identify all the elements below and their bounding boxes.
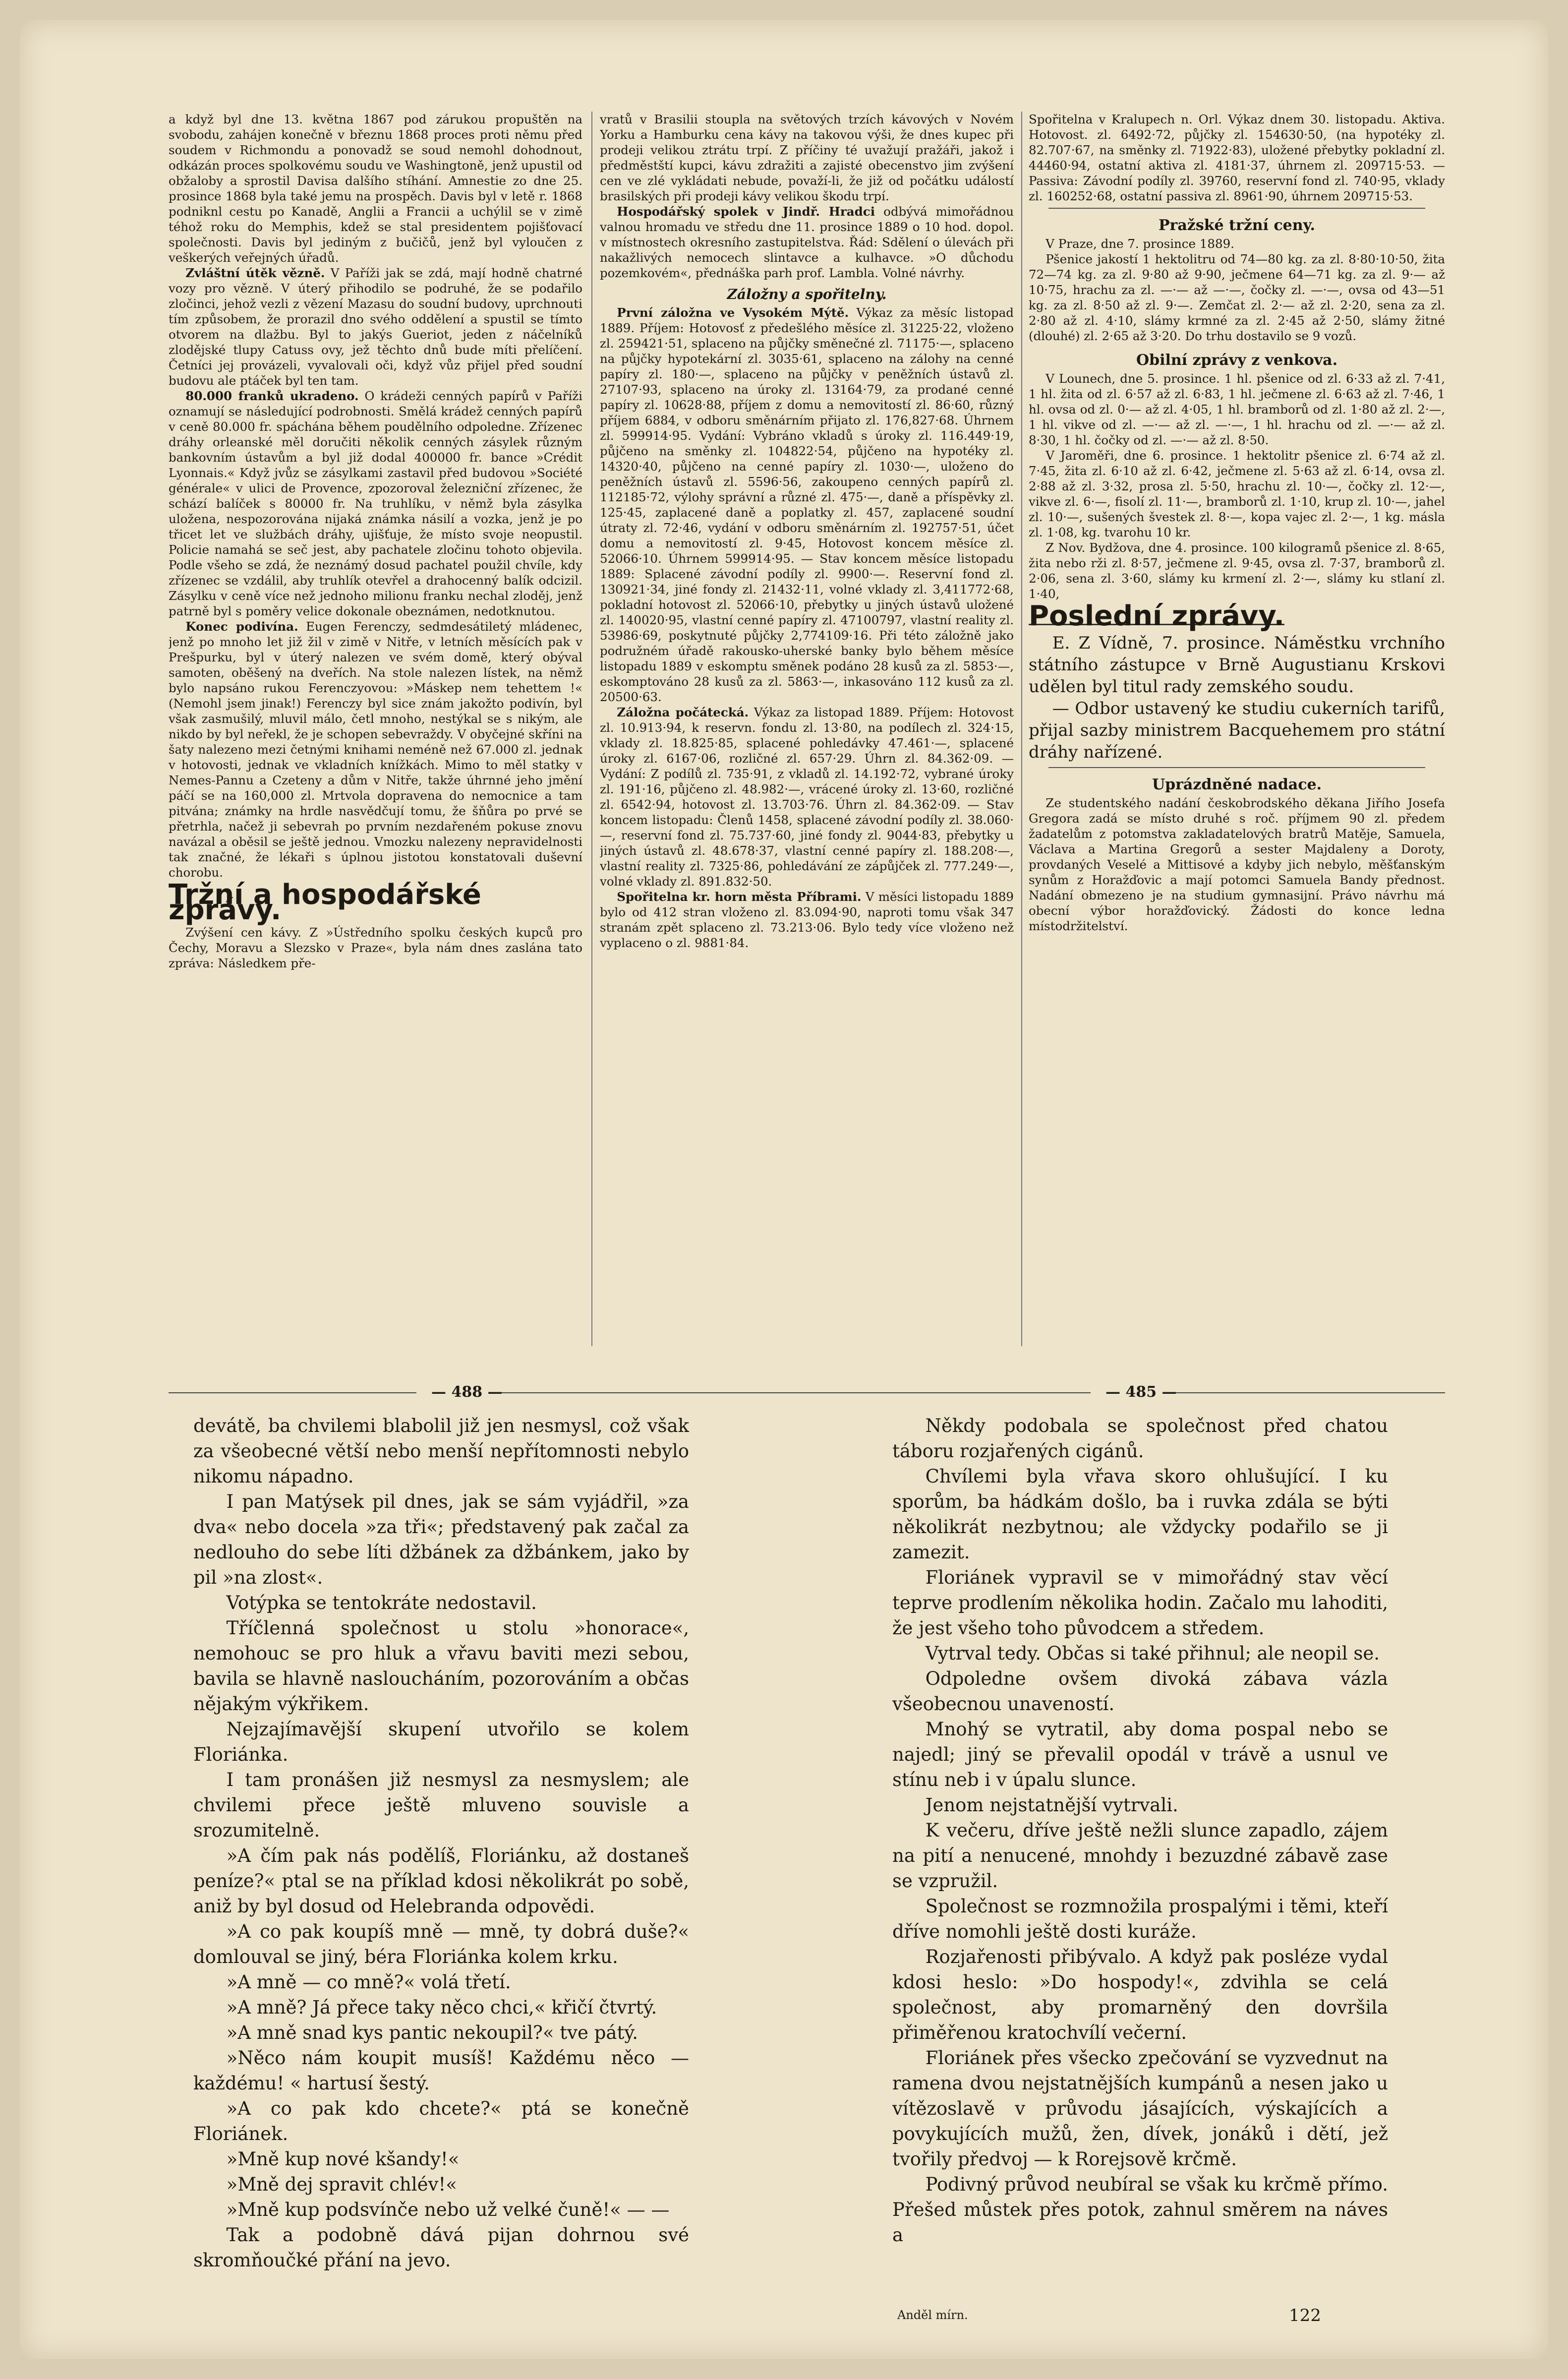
feuilleton-right bbox=[892, 1413, 1388, 2286]
article-jaromer: V Jaroměři, dne 6. prosince. 1 hektolitr pšenice zl. 6·74 až zl. 7·45, žita zl. 6·10 až zl. 6·42, ječmene zl. 5·63 až zl. 6·14, ovsa zl. 2·88 až zl. 3·32, prosa zl. 5·50, hrachu zl. 10·—, čočky zl. 12·—, vikve zl. 6·—, fisolí zl. 11·—, bramborů zl. 1·10, krup zl. 10·—, jahel zl. 10·—, sušených švestek zl. 8·—, kopa vajec zl. 2·—, 1 kg. másla zl. 1·08, kg. tvarohu 10 kr. bbox=[1029, 448, 1445, 539]
column-2 bbox=[600, 112, 1014, 1346]
article-pocatky: Výkaz za listopad 1889. Příjem: Hotovost zl. 10.913·94, k reservn. fondu zl. 13·80, na podílech zl. 324·15, vklady zl. 18.825·85, splacené pohledávky 47.461·—, splacené úroky zl. 6167·06, rozličné zl. 657·29. Úhrn zl. 84.362·09. — Vydání: Z podílů zl. 735·91, z vkladů zl. 14.192·72, vybrané úroky zl. 191·16, půjčeno zl. 48.982·—, vrácené úroky zl. 13·60, rozličné zl. 6542·94, hotovost zl. 13.703·76. Úhrn zl. 84.362·09. — Stav koncem listopadu: Členů 1458, splacené závodní podíly zl. 38.060·—, reservní fond zl. 75.737·60, jiné fondy zl. 9044·83, přebytky u jiných ústavů zl. 48.678·37, vlastní cenné papíry zl. 188.208·—, vlastní reality zl. 7325·86, pohledávání ze zápůjček zl. 777.249·—, volné vklady zl. 891.832·50. bbox=[600, 705, 1014, 889]
article-odbor: — Odbor ustavený ke studiu cukerních tarifů, přijal sazby ministrem Bacquehemem pro státní dráhy nařízené. bbox=[1029, 699, 1445, 762]
headline-spolek: Hospodářský spolek v Jindř. Hradci bbox=[617, 204, 875, 219]
headline-utek: Zvláštní útěk vězně. bbox=[185, 266, 325, 280]
paragraph: Společnost se rozmnožila prospalými i těmi, kteří dříve nomohli ještě dosti kuráže. bbox=[892, 1896, 1388, 1942]
paragraph: Chvílemi byla vřava skoro ohlušující. I ku sporům, ba hádkám došlo, ba i ruvka zdála se býti několikrát nezbytnou; ale vždycky podařilo se ji zamezit. bbox=[892, 1466, 1388, 1563]
article-utek: V Paříži jak se zdá, mají hodně chatrné vozy pro vězně. V úterý přihodilo se podruhé, že se podařilo zločinci, jehož vezli z vězení Mazasu do soudní budovy, uprchnouti tím způsobem, že prorazil dno svého oddělení a spustil se tímto otvorem na dlažbu. Byl to jakýs Gueriot, jeden z náčelníků zlodějské tlupy Catuss ovy, jež těchto dnů bude míti přelíčení. Četníci jej provázeli, vyvalovali oči, když vůz přijel před soudní budovu ale ptáček byl ten tam. bbox=[169, 266, 582, 388]
paragraph: »Mně kup nové kšandy!« bbox=[226, 2148, 460, 2170]
paragraph: »Mně dej spravit chlév!« bbox=[226, 2174, 457, 2195]
paragraph: »A co pak koupíš mně — mně, ty dobrá duše?« domlouval se jiný, béra Floriánka kolem krku. bbox=[193, 1921, 689, 1967]
column-3 bbox=[1029, 112, 1445, 1346]
paragraph: Nejzajímavější skupení utvořilo se kolem Floriánka. bbox=[193, 1719, 689, 1765]
article-kralupy: Spořitelna v Kralupech n. Orl. Výkaz dnem 30. listopadu. Aktiva. Hotovost. zl. 6492·72, půjčky zl. 154630·50, (na hypotéky zl. 82.707·67, na směnky zl. 71922·83), uložené přebytky pokladní zl. 44460·94, ostatní aktiva zl. 4181·37, úhrnem zl. 209715·53. — Passiva: Závodní podíly zl. 39760, reservní fond zl. 740·95, vklady zl. 160252·68, ostatní passiva zl. 8961·90, úhrnem 209715·53. bbox=[1029, 112, 1445, 203]
divider bbox=[1048, 767, 1425, 768]
article-davis: a když byl dne 13. května 1867 pod zárukou propuštěn na svobodu, zahájen konečně v březnu 1868 proces proti němu před soudem v Richmondu a ponovadž se soud nemohl dohodnout, odkázán proces spolkovému soudu ve Washingtoně, jenž upustil od obžaloby a sprostil Davisa dalšího stíhání. Amnestie zo dne 25. prosince 1868 byla také jemu na prospěch. Davis byl v letě r. 1868 podniknl cestu po Kanadě, Anglii a Francii a uchýlil se v zimě téhož roku do Memphis, kdež se stal presidentem pojišťovací společnosti. Davis byl jediným z bučičů, jenž byl vyloučen z veškerých veřejných úřadů. bbox=[169, 112, 582, 265]
section-heading-zalozny: Záložny a spořitelny. bbox=[727, 286, 887, 302]
article-praha-ceny: Pšenice jakostí 1 hektolitru od 74—80 kg. za zl. 8·80·10·50, žita 72—74 kg. za zl. 9·80 až 9·90, ječmene 64—71 kg. za zl. 9·— až 10·75, hrachu za zl. —·— až —·—, čočky zl. —·—, ovsa od 43—51 kg. za zl. 8·50 až zl. 9·—. Zemčat zl. 2·— až zl. 2·20, sena za zl. 2·80 až zl. 4·10, slámy krmné za zl. 2·45 až 2·50, slámy žitné (dlouhé) zl. 2·65 až 3·20. Do trhu dostavilo se 9 vozů. bbox=[1029, 252, 1445, 343]
paragraph: Někdy podobala se společnost před chatou táboru rozjařených cigánů. bbox=[892, 1415, 1388, 1462]
paragraph: Tříčlenná společnost u stolu »honorace«, nemohouc se pro hluk a vřavu baviti mezi sebou, bavila se hlavně nasloucháním, pozorováním a občas nějakým výkřikem. bbox=[193, 1617, 689, 1715]
article-louny: V Lounech, dne 5. prosince. 1 hl. pšenice od zl. 6·33 až zl. 7·41, 1 hl. žita od zl. 6·57 až zl. 6·83, 1 hl. ječmene zl. 6·63 až zl. 7·46, 1 hl. ovsa od zl. 0·— až zl. 4·05, 1 hl. bramborů od zl. 1·80 až zl. 2·—, 1 hl. vikve od zl. —·— až zl. —·—, 1 hl. hrachu od zl. —·— až zl. 8·30, 1 hl. čočky od zl. —·— až zl. 8·50. bbox=[1029, 371, 1445, 447]
page-rule bbox=[169, 1392, 416, 1393]
paragraph: Floriánek vypravil se v mimořádný stav věcí teprve prodlením několika hodin. Začalo mu lahoditi, že jest všeho toho původcem a středem. bbox=[892, 1567, 1388, 1639]
section-heading-trzni: Tržní a hospodářské zprávy. bbox=[169, 879, 481, 926]
headline-franku: 80.000 franků ukradeno. bbox=[185, 389, 359, 403]
paragraph: Odpoledne ovšem divoká zábava vázla všeobecnou unaveností. bbox=[892, 1668, 1388, 1715]
paragraph: Podivný průvod neubíral se však ku krčmě přímo. Přešed můstek přes potok, zahnul směrem na náves a bbox=[892, 2174, 1388, 2246]
paragraph: Mnohý se vytratil, aby doma pospal nebo se najedl; jiný se převalil opodál v trávě a usnul ve stínu neb i v úpalu slunce. bbox=[892, 1719, 1388, 1790]
paragraph: »A čím pak nás podělíš, Floriánku, až dostaneš peníze?« ptal se na příklad kdosi několikrát po sobě, aniž by byl dosud od Helebranda odpovědi. bbox=[193, 1845, 689, 1917]
column-divider bbox=[1021, 112, 1022, 1346]
paragraph: Jenom nejstatnější vytrvali. bbox=[925, 1794, 1178, 1816]
paragraph: Vytrval tedy. Občas si také přihnul; ale neopil se. bbox=[925, 1643, 1380, 1664]
headline-vysoke-myto: První záložna ve Vysokém Mýtě. bbox=[617, 305, 849, 320]
article-spolek: odbývá mimořádnou valnou hromadu ve středu dne 11. prosince 1889 o 10 hod. dopol. v místnostech okresního zastupitelstva. Řád: Sdělení o úlevách při nakažlivých nemocech slintavce a kulhavce. »O důchodu pozemkovém«, přednáška parh prof. Lambla. Volné návrhy. bbox=[600, 204, 1014, 280]
headline-pribram: Spořitelna kr. horn města Příbrami. bbox=[617, 890, 862, 904]
paragraph: Rozjařenosti přibývalo. A když pak posléze vydal kdosi heslo: »Do hospody!«, zdvihla se celá společnost, aby promarněný den dovršila přiměřenou kratochvílí večerní. bbox=[892, 1946, 1388, 2043]
section-heading-posledni: Poslední zprávy. bbox=[1029, 600, 1284, 632]
article-franku: O krádeži cenných papírů v Paříži oznamují se následující podrobnosti. Smělá krádež cenných papírů v ceně 80.000 fr. spáchána během poudělního odpoledne. Zřízenec dráhy orleanské měl doručiti několik cenných zásylek různým bankovním ústavům a byl již dodal 400000 fr. bance »Crédit Lyonnais.« Když jvůz se zásylkami zastavil před budovou »Société générale« v ulici de Provence, zpozoroval železniční zřízenec, že schází balíček s 80000 fr. Na truhlíku, v němž byla zásylka uložena, nespozorována nijaká známka násilí a vozka, jenž je po třicet let ve službách dráhy, ujišťuje, že místo svoje neopustil. Policie namahá se seč jest, aby pachatele zločinu tohoto objevila. Podle všeho se zdá, že neznámý dosud pachatel použil chvíle, kdy zřízenec se vzdálil, aby truhlík otevřel a drahocenný balík odcizil. Zásylku v ceně více než jednoho milionu franku nechal zloděj, jenž patrně byl s poměry velice dokonale obeznámen, nedotknutou. bbox=[169, 389, 582, 618]
headline-podivina: Konec podivína. bbox=[185, 619, 298, 634]
headline-pocatky: Záložna počátecká. bbox=[617, 705, 749, 719]
article-podivina: Eugen Ferenczy, sedmdesátiletý mládenec, jenž po mnoho let již žil v zimě v Nitře, v letních měsících pak v Prešpurku, byl v úterý nalezen ve svém domě, který obýval samoten, oběšený na dveřích. Na stole nalezen lístek, na němž bylo napsáno rukou Ferenczyovou: »Máskep nem tehettem !« (Nemohl jsem jinak!) Ferenczy byl sice znám jakožto podivín, byl však zasmušilý, mluvil málo, četl mnoho, nestýkal se s nikým, ale nikdo by byl neřekl, že je schopen sebevraždy. V obyčejné skříni na šaty nalezeno mezi četnými knihami neméně než 67.000 zl. jednak v hotovosti, jednak ve vkladních knížkách. Mimo to měl statky v Nemes-Pannu a Czeteny a dům v Nitře, takže úhrnné jeho jmění páčí se na 160,000 zl. Mrtvola dopravena do nemocnice a tam pitvána; známky na hrdle nasvědčují tomu, že šňůra po prvé se přetrhla, načež ji sebevrah po prvním nezdařeném pokuse znovu navázal a oběsil se ještě jednou. Vmozku nalezeny nepravidelnosti tak značné, že lékaři s úplnou jistotou konstatovali duševní chorobu. bbox=[169, 619, 582, 880]
paragraph: »Mně kup podsvínče nebo už velké čuně!« — — bbox=[226, 2199, 670, 2220]
dateline-praha: V Praze, dne 7. prosince 1889. bbox=[1045, 237, 1234, 251]
page-rule bbox=[595, 1392, 1091, 1393]
page-number-left: — 488 — bbox=[431, 1383, 503, 1401]
section-heading-nadace: Uprázdněné nadace. bbox=[1152, 776, 1322, 793]
article-bydzov: Z Nov. Bydžova, dne 4. prosince. 100 kilogramů pšenice zl. 8·65, žita nebo rži zl. 8·57, ječmene zl. 9·45, ovsa zl. 7·37, bramborů zl. 2·06, sena zl. 3·60, slámy ku krmení zl. 2·—, slámy ku stlaní zl. 1·40, bbox=[1029, 540, 1445, 601]
article-kava: Zvýšení cen kávy. Z »Ústředního spolku českých kupců pro Čechy, Moravu a Slezsko v Praze«, byla nám dnes zaslána tato zpráva: Následkem pře- bbox=[169, 925, 582, 970]
paragraph: I pan Matýsek pil dnes, jak se sám vyjádřil, »za dva« nebo docela »za tři«; představený pak začal za nedlouho do sebe líti džbánek za džbánkem, jako by pil »na zlost«. bbox=[193, 1491, 689, 1588]
paragraph: I tam pronášen již nesmysl za nesmyslem; ale chvilemi přece ještě mluveno souvisle a srozumitelně. bbox=[193, 1769, 689, 1841]
paragraph: Tak a podobně dává pijan dohrnou své skromňoučké přání na jevo. bbox=[193, 2224, 689, 2271]
section-heading-prazske: Pražské tržní ceny. bbox=[1159, 217, 1315, 234]
divider bbox=[1048, 208, 1425, 209]
page-rule bbox=[1165, 1392, 1445, 1393]
paragraph: Votýpka se tentokráte nedostavil. bbox=[226, 1592, 537, 1613]
section-heading-obilni: Obilní zprávy z venkova. bbox=[1136, 352, 1338, 369]
paragraph: Floriánek přes všecko zpečování se vyzvednut na ramena dvou nejstatnějších kumpánů a nesen jako u vítězoslavě v průvodu jásajících, výskajících a povykujících mužů, žen, dívek, jonáků i dětí, jež tvořily předvoj — k Rorejsově krčmě. bbox=[892, 2047, 1388, 2170]
column-divider bbox=[591, 112, 592, 1346]
article-pribram: V měsíci listopadu 1889 bylo od 412 stran vloženo zl. 83.094·90, naproti tomu však 347 stranám zpět splaceno zl. 73.213·06. Bylo tedy více vloženo než vyplaceno o zl. 9881·84. bbox=[600, 890, 1014, 950]
printer-mark: Anděl mírn. bbox=[897, 2308, 968, 2322]
column-1 bbox=[169, 112, 582, 1346]
paragraph: »A mně — co mně?« volá třetí. bbox=[226, 1971, 511, 1993]
paragraph: K večeru, dříve ještě nežli slunce zapadlo, zájem na pití a nenucené, mnohdy i bezuzdné zábavě zase se vzpružil. bbox=[892, 1820, 1388, 1892]
paragraph: »A mně? Já přece taky něco chci,« křičí čtvrtý. bbox=[226, 1997, 657, 2018]
article-vysoke-myto: Výkaz za měsíc listopad 1889. Příjem: Hotovosť z předešlého měsíce zl. 31225·22, vloženo zl. 259421·51, splaceno na půjčky směnečné zl. 71175·—, splaceno na půjčky hypotekární zl. 3035·61, splaceno na zálohy na cenné papíry zl. 180·—, splaceno na půjčky v peněžních ústavů zl. 27107·93, splaceno na úroky zl. 13164·79, za prodané cenné papíry zl. 10628·88, příjem z domu a nemovitostí zl. 86·60, různý příjem 6884, v odboru směnárním přijato zl. 176,827·68. Úhrnem zl. 599914·95. Vydání: Vybráno vkladů s úroky zl. 116.449·19, půjčeno na směnky zl. 104822·54, půjčeno na hypotéky zl. 14320·40, půjčeno na cenné papíry zl. 1030·—, uloženo do peněžních ústavů zl. 5596·56, zakoupeno cenných papírů zl. 112185·72, výlohy správní a různé zl. 475·—, daně a příspěvky zl. 125·45, zaplacené daně a poplatky zl. 457, zaplacené soudní útraty zl. 72·46, vydání v odboru směnárním zl. 192757·51, účet domu a nemovitostí zl. 9·45, Hotovost koncem měsíce zl. 52066·10. Úhrnem 599914·95. — Stav koncem měsíce listopadu 1889: Splacené závodní podíly zl. 9900·—. Reservní fond zl. 130921·34, jiné fondy zl. 21432·11, volné vklady zl. 3,411772·68, pokladní hotovost zl. 52066·10, přebytky u jiných ústavů uložené zl. 140020·95, vlastní cenné papíry zl. 47100797, vlastní reality zl. 53986·69, poskytnuté půjčky 2,774109·16. Při této záložně jako podružném úřadě rakousko-uherské banky bylo během měsíce listopadu 1889 v eskomptu směnek podáno 28 kusů za zl. 5853·—, eskomptováno 28 kusů za zl. 5863·—, inkasováno 112 kusů za zl. 20500·63. bbox=[600, 305, 1014, 704]
paragraph: »A co pak kdo chcete?« ptá se konečně Floriánek. bbox=[193, 2098, 689, 2144]
article-viden: E. Z Vídně, 7. prosince. Náměstku vrchního státního zástupce v Brně Augustianu Krskovi udělen byl titul rady zemského soudu. bbox=[1029, 633, 1445, 697]
feuilleton-left bbox=[193, 1413, 689, 2286]
article-kava-cont: vratů v Brasilii stoupla na světových trzích kávových v Novém Yorku a Hamburku cena kávy na takovou výši, že dnes kupec při prodeji velikou ztrátu trpí. Z příčiny té uvažují pražáři, jakož i předměstští kupci, kávu zdražiti a zajisté obecenstvo jim zvýšení cen ve zlé vykládati nebude, považí-li, že již od počátku událostí brasilských při prodeji kávy velikou škodu trpí. bbox=[600, 112, 1014, 203]
paragraph: devátě, ba chvilemi blabolil již jen nesmysl, což však za všeobecné větší nebo menší nepřítomnosti nebylo nikomu nápadno. bbox=[193, 1415, 689, 1487]
page-number-right: — 485 — bbox=[1105, 1383, 1177, 1401]
article-nadace: Ze studentského nadání českobrodského děkana Jiřího Josefa Gregora zadá se místo druhé s roč. příjmem 90 zl. předem žadatelům z potomstva zakladatelových bratrů Matěje, Samuela, Václava a Martina Gregorů a sester Majdaleny a Doroty, provdaných Veselé a Mittisové a kdyby jich nebylo, měšťanským synům z Horažďovic a mají potomci Samuela Bandy přednost. Nadání obmezeno je na studium gymnasijní. Právo návrhu má obecní výbor horažďovický. Žádosti do konce ledna místodržitelství. bbox=[1029, 796, 1445, 933]
paragraph: »Něco nám koupit musíš! Každému něco — každému! « hartusí šestý. bbox=[193, 2047, 689, 2094]
sheet-number: 122 bbox=[1289, 2306, 1321, 2325]
paragraph: »A mně snad kys pantic nekoupil?« tve pátý. bbox=[226, 2022, 639, 2043]
